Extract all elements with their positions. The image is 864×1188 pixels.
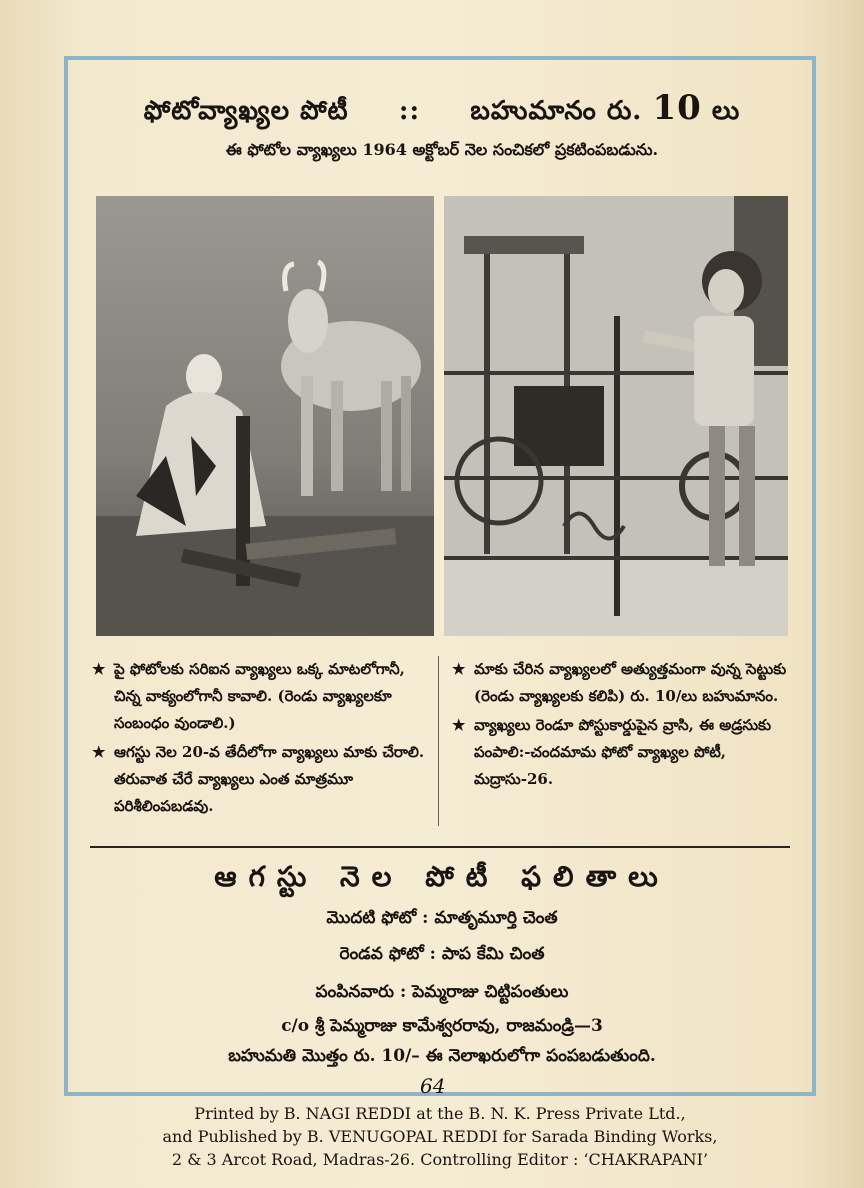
rules-right-column [452, 656, 802, 795]
contest-header [64, 88, 820, 132]
rule-text: వ్యాఖ్యలు రెండూ పోస్టుకార్డుపైన వ్రాసి, ఈ అడ్రసుకు పంపాలి:-చందమామ ఫోటో వ్యాఖ్యల పోటీ, మద్రాసు-26. [474, 716, 772, 788]
imprint-line: Printed by B. NAGI REDDI at the B. N. K. Press Private Ltd., [194, 1104, 686, 1123]
rules-left-column [92, 656, 432, 822]
sender-name: పంపినవారు : పెమ్మరాజు చిట్టిపంతులు [315, 982, 569, 1002]
prize-amount: 10 [652, 88, 702, 128]
photo-boy-structure [444, 196, 788, 636]
second-photo-result: రెండవ ఫోటో : పాప కేమి చింత [339, 944, 545, 964]
rule-text: ఆగస్టు నెల 20-వ తేదీలోగా వ్యాఖ్యలు మాకు చేరాలి. తరువాత చేరే వ్యాఖ్యలు ఎంత మాత్రమూ పరిశీలింపబడవు. [114, 743, 425, 815]
prize-note: బహుమతి మొత్తం రు. 10/– ఈ నెలాఖరులోగా పంపబడుతుంది. [228, 1046, 656, 1066]
photo-woman-cow [96, 196, 434, 636]
rule-text: మాకు చేరిన వ్యాఖ్యలలో అత్యుత్తమంగా వున్న సెట్టుకు (రెండు వ్యాఖ్యలకు కలిపి) రు. 10/లు బహుమానం. [474, 660, 787, 705]
results-title: ఆగస్టు నెల పోటీ ఫలితాలు [214, 860, 670, 893]
prize-label: బహుమానం రు. [470, 96, 643, 126]
star-icon: ★ [92, 660, 106, 678]
imprint-line: and Published by B. VENUGOPAL REDDI for Sarada Binding Works, [162, 1127, 718, 1146]
section-divider [90, 846, 790, 848]
announcement-line: ఈ ఫోటోల వ్యాఖ్యలు 1964 అక్టోబర్ నెల సంచికలో ప్రకటింపబడును. [225, 140, 659, 159]
sender-address: c/o శ్రీ పెమ్మరాజు కామేశ్వరరావు, రాజమండ్రి—3 [281, 1016, 603, 1036]
column-divider [438, 656, 439, 826]
rule-item [92, 656, 432, 737]
star-icon: ★ [92, 743, 106, 761]
rule-item [452, 712, 802, 793]
first-photo-result: మొదటి ఫోటో : మాతృమూర్తి చెంత [326, 908, 558, 928]
printer-imprint [80, 1102, 800, 1171]
title-separator: :: [398, 96, 421, 126]
rule-text: పై ఫోటోలకు సరిఐన వ్యాఖ్యలు ఒక్క మాటలోగానీ, చిన్న వాక్యంలోగానీ కావాలి. (రెండు వ్యాఖ్యలకూ సంబంధం వుండాలి.) [114, 660, 405, 732]
rule-item [452, 656, 802, 710]
prize-suffix: లు [711, 96, 741, 126]
imprint-line: 2 & 3 Arcot Road, Madras-26. Controlling Editor : ‘CHAKRAPANI’ [171, 1150, 709, 1169]
star-icon: ★ [452, 716, 466, 734]
page-number: 64 [420, 1074, 446, 1098]
rule-item [92, 739, 432, 820]
contest-title: ఫోటోవ్యాఖ్యల పోటీ [143, 96, 349, 126]
star-icon: ★ [452, 660, 466, 678]
